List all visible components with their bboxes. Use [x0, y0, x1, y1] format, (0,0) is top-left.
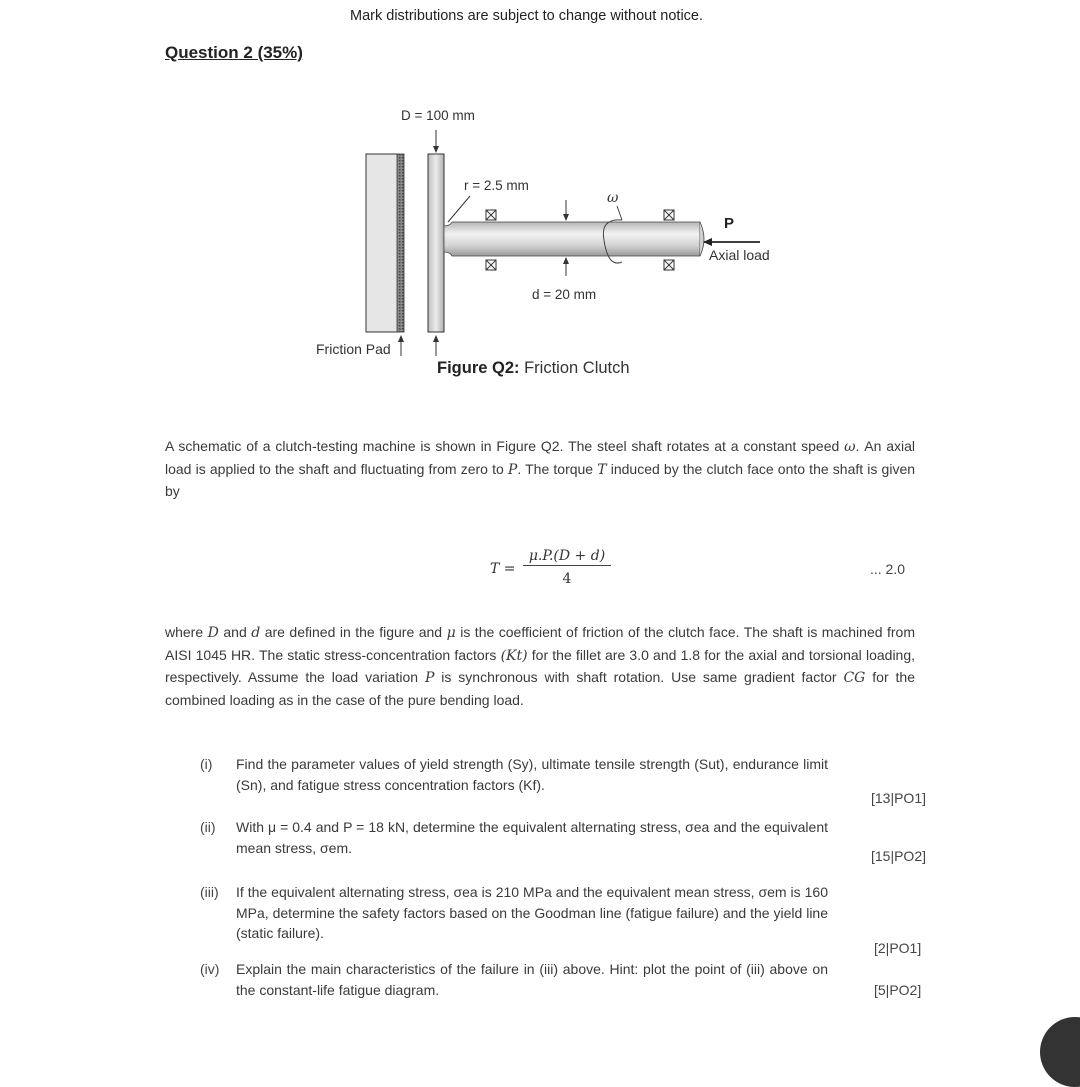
- question-number: (i): [200, 756, 213, 772]
- equation-number: ... 2.0: [870, 561, 906, 577]
- equation-denominator: 4: [562, 571, 572, 587]
- clutch-disc: [428, 154, 444, 332]
- question-text: Explain the main characteristics of the failure in (iii) above. Hint: plot the point of (iii) above on the constant-life fatigue diagram.: [236, 961, 828, 998]
- label-axial-load: Axial load: [709, 247, 770, 263]
- friction-pad: [397, 154, 404, 332]
- question-title: Question 2 (35%): [165, 43, 303, 62]
- question-number: (ii): [200, 819, 216, 835]
- question-number: (iv): [200, 961, 220, 977]
- question-mark: [2|PO1]: [874, 940, 922, 956]
- question-mark: [5|PO2]: [874, 982, 922, 998]
- equation-numerator: μ.P.(D + d): [523, 548, 611, 566]
- back-plate: [366, 154, 398, 332]
- mark-notice: Mark distributions are subject to change without notice.: [350, 8, 704, 24]
- question-mark: [13|PO1]: [871, 790, 927, 806]
- question-text: With μ = 0.4 and P = 18 kN, determine the equivalent alternating stress, σea and the equivalent mean stress, σem.: [236, 819, 828, 856]
- floating-button[interactable]: [1040, 1017, 1080, 1087]
- equation-lhs: T =: [490, 561, 516, 577]
- question-text: Find the parameter values of yield strength (Sy), ultimate tensile strength (Sut), endurance limit (Sn), and fatigue stress concentration factors (Kf).: [236, 756, 828, 793]
- question-text: If the equivalent alternating stress, σea is 210 MPa and the equivalent mean stress, σem is 160 MPa, determine the safety factors based on the Goodman line (fatigue failure) and the yield line (static failure).: [236, 884, 828, 941]
- shaft: [444, 222, 700, 256]
- label-omega: ω: [607, 190, 619, 206]
- label-friction-pad: Friction Pad: [316, 341, 391, 357]
- friction-clutch-figure: [300, 100, 800, 370]
- label-D: D = 100 mm: [401, 108, 475, 123]
- label-d: d = 20 mm: [532, 287, 597, 302]
- label-P: P: [724, 215, 735, 232]
- label-r: r = 2.5 mm: [464, 178, 529, 193]
- question-number: (iii): [200, 884, 219, 900]
- intro-paragraph: A schematic of a clutch-testing machine is shown in Figure Q2. The steel shaft rotates at a constant speed ω. An axial load is applied to the shaft and fluctuating from zero to P. The torque T induced by the clutch face onto the shaft is given by: [165, 438, 916, 499]
- where-paragraph: where D and d are defined in the figure and μ is the coefficient of friction of the clutch face. The shaft is machined from AISI 1045 HR. The static stress-concentration factors (Kt) for the fillet are 3.0 and 1.8 for the axial and torsional loading, respectively. Assume the load variation P is synchronous with shaft rotation. Use same gradient factor CG for the combined loading as in the case of the pure bending load.: [165, 624, 916, 708]
- question-mark: [15|PO2]: [871, 848, 927, 864]
- figure-caption: Figure Q2: Friction Clutch: [437, 359, 630, 377]
